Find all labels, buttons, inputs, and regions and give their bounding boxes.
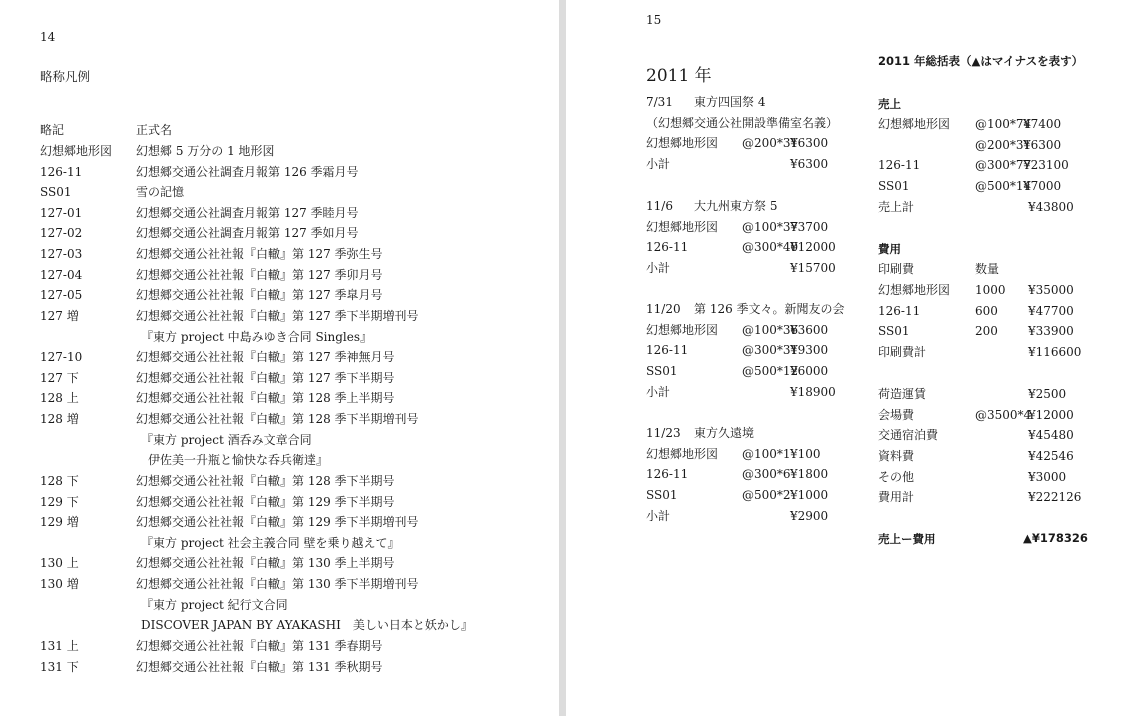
item-amount: ¥3700 (790, 220, 829, 234)
event-name: 東方四国祭 4 (694, 95, 766, 109)
item-qty: @500*2 (742, 488, 791, 502)
abbr-fullname: 『東方 project 酒呑み文章合同 (141, 433, 312, 447)
subtotal-label: 小計 (646, 509, 671, 523)
abbr-code: 131 下 (40, 660, 79, 674)
item-qty: @500*12 (742, 364, 799, 378)
page-gutter (559, 0, 566, 716)
net-label: 売上ー費用 (878, 532, 936, 546)
print-item-label: 幻想郷地形図 (878, 283, 951, 297)
print-cost-label: 印刷費 (878, 262, 915, 276)
sales-heading: 売上 (878, 97, 901, 111)
sales-total-label: 売上計 (878, 200, 915, 214)
sales-item-amount: ¥23100 (1023, 158, 1069, 172)
page-number: 15 (646, 13, 662, 27)
print-item-qty: 200 (975, 324, 998, 338)
abbr-code: 130 上 (40, 556, 79, 570)
column-header-full: 正式名 (136, 123, 173, 137)
abbr-fullname: 幻想郷交通公社社報『白轍』第 129 季下半期増刊号 (136, 515, 419, 529)
print-item-amount: ¥47700 (1028, 304, 1074, 318)
cost-item-amount: ¥3000 (1028, 470, 1067, 484)
print-total-amount: ¥116600 (1028, 345, 1082, 359)
abbr-fullname: 幻想郷交通公社調査月報第 127 季如月号 (136, 226, 359, 240)
sales-item-amount: ¥7400 (1023, 117, 1062, 131)
abbr-fullname: 幻想郷交通公社調査月報第 126 季霜月号 (136, 165, 359, 179)
costs-heading: 費用 (878, 242, 901, 256)
item-label: 126-11 (646, 240, 689, 254)
sales-item-qty: @500*14 (975, 179, 1032, 193)
print-item-label: 126-11 (878, 304, 921, 318)
cost-item-label: 資料費 (878, 449, 915, 463)
subtotal-amount: ¥15700 (790, 261, 836, 275)
item-amount: ¥1000 (790, 488, 829, 502)
abbr-code: 127-05 (40, 288, 83, 302)
subtotal-amount: ¥2900 (790, 509, 829, 523)
item-qty: @200*31 (742, 136, 799, 150)
item-label: 幻想郷地形図 (646, 447, 719, 461)
print-total-label: 印刷費計 (878, 345, 927, 359)
cost-item-amount: ¥2500 (1028, 387, 1067, 401)
cost-item-amount: ¥12000 (1028, 408, 1074, 422)
event-name: 大九州東方祭 5 (694, 199, 778, 213)
abbr-fullname: 幻想郷交通公社社報『白轍』第 127 季弥生号 (136, 247, 383, 261)
cost-item-amount: ¥42546 (1028, 449, 1074, 463)
abbr-fullname: 伊佐美一升瓶と愉快な呑兵衛達』 (148, 453, 329, 467)
abbr-code: 127 増 (40, 309, 79, 323)
item-label: 幻想郷地形図 (646, 323, 719, 337)
abbr-fullname: 幻想郷交通公社社報『白轍』第 127 季下半期増刊号 (136, 309, 419, 323)
abbr-code: 127-02 (40, 226, 83, 240)
left-page (0, 0, 559, 716)
event-date: 11/20 (646, 302, 681, 316)
sales-total-amount: ¥43800 (1028, 200, 1074, 214)
abbr-code: 128 下 (40, 474, 79, 488)
item-label: SS01 (646, 488, 678, 502)
sales-item-amount: ¥6300 (1023, 138, 1062, 152)
sales-item-qty: @300*77 (975, 158, 1032, 172)
abbr-fullname: 幻想郷交通公社社報『白轍』第 130 季下半期増刊号 (136, 577, 419, 591)
abbr-code: 129 増 (40, 515, 79, 529)
print-qty-header: 数量 (975, 262, 1000, 276)
section-heading: 略称凡例 (40, 69, 91, 84)
net-value: ▲¥178326 (1023, 531, 1088, 545)
column-header-abbr: 略記 (40, 123, 65, 137)
year-heading: 2011 年 (646, 66, 712, 86)
print-item-amount: ¥33900 (1028, 324, 1074, 338)
abbr-fullname: DISCOVER JAPAN BY AYAKASHI 美しい日本と妖かし』 (141, 618, 473, 632)
abbr-fullname: 雪の記憶 (136, 185, 185, 199)
cost-total-amount: ¥222126 (1028, 490, 1082, 504)
abbr-code: 幻想郷地形図 (40, 144, 113, 158)
item-qty: @100*1 (742, 447, 791, 461)
event-date: 11/23 (646, 426, 681, 440)
item-qty: @300*31 (742, 343, 799, 357)
sales-item-label: SS01 (878, 179, 910, 193)
abbr-fullname: 『東方 project 紀行文合同 (141, 598, 288, 612)
abbr-fullname: 幻想郷交通公社社報『白轍』第 127 季卯月号 (136, 268, 383, 282)
item-qty: @300*6 (742, 467, 791, 481)
abbr-code: 130 増 (40, 577, 79, 591)
abbr-fullname: 幻想郷交通公社調査月報第 127 季睦月号 (136, 206, 359, 220)
item-amount: ¥6000 (790, 364, 829, 378)
item-label: 幻想郷地形図 (646, 220, 719, 234)
item-amount: ¥9300 (790, 343, 829, 357)
event-note: （幻想郷交通公社開設準備室名義） (646, 115, 839, 130)
event-name: 第 126 季文々。新聞友の会 (694, 302, 845, 316)
abbr-code: 126-11 (40, 165, 83, 179)
abbr-fullname: 幻想郷交通公社社報『白轍』第 131 季秋期号 (136, 660, 383, 674)
sales-item-label: 126-11 (878, 158, 921, 172)
item-amount: ¥12000 (790, 240, 836, 254)
abbr-fullname: 幻想郷交通公社社報『白轍』第 130 季上半期号 (136, 556, 395, 570)
cost-item-label: 交通宿泊費 (878, 428, 939, 442)
print-item-amount: ¥35000 (1028, 283, 1074, 297)
summary-title: 2011 年総括表（▲はマイナスを表す） (878, 54, 1084, 68)
abbr-fullname: 幻想郷交通公社社報『白轍』第 128 季下半期号 (136, 474, 395, 488)
cost-item-label: その他 (878, 470, 915, 484)
item-qty: @100*36 (742, 323, 799, 337)
cost-item-amount: ¥45480 (1028, 428, 1074, 442)
print-item-label: SS01 (878, 324, 910, 338)
abbr-fullname: 幻想郷交通公社社報『白轍』第 127 季神無月号 (136, 350, 395, 364)
item-amount: ¥3600 (790, 323, 829, 337)
abbr-code: 127-04 (40, 268, 83, 282)
event-name: 東方久遠境 (694, 426, 755, 440)
abbr-fullname: 幻想郷交通公社社報『白轍』第 129 季下半期号 (136, 495, 395, 509)
subtotal-amount: ¥18900 (790, 385, 836, 399)
print-item-qty: 1000 (975, 283, 1006, 297)
abbr-code: 129 下 (40, 495, 79, 509)
abbr-code: 127-10 (40, 350, 83, 364)
abbr-code: 131 上 (40, 639, 79, 653)
cost-total-label: 費用計 (878, 490, 915, 504)
abbr-fullname: 幻想郷交通公社社報『白轍』第 127 季下半期号 (136, 371, 395, 385)
cost-item-qty: @3500*4 (975, 408, 1032, 422)
item-amount: ¥1800 (790, 467, 829, 481)
abbr-code: 127-03 (40, 247, 83, 261)
abbr-fullname: 幻想郷交通公社社報『白轍』第 127 季皐月号 (136, 288, 383, 302)
print-item-qty: 600 (975, 304, 998, 318)
abbr-fullname: 『東方 project 中島みゆき合同 Singles』 (141, 330, 373, 344)
item-label: SS01 (646, 364, 678, 378)
item-label: 126-11 (646, 467, 689, 481)
abbr-code: SS01 (40, 185, 72, 199)
abbr-code: 127-01 (40, 206, 83, 220)
abbr-fullname: 『東方 project 社会主義合同 壁を乗り越えて』 (141, 536, 400, 550)
abbr-code: 127 下 (40, 371, 79, 385)
sales-item-label: 幻想郷地形図 (878, 117, 951, 131)
abbr-fullname: 幻想郷交通公社社報『白轍』第 131 季春期号 (136, 639, 383, 653)
abbr-fullname: 幻想郷交通公社社報『白轍』第 128 季下半期増刊号 (136, 412, 419, 426)
abbr-code: 128 上 (40, 391, 79, 405)
subtotal-label: 小計 (646, 385, 671, 399)
sales-item-amount: ¥7000 (1023, 179, 1062, 193)
subtotal-amount: ¥6300 (790, 157, 829, 171)
item-qty: @300*40 (742, 240, 799, 254)
subtotal-label: 小計 (646, 157, 671, 171)
item-label: 幻想郷地形図 (646, 136, 719, 150)
item-amount: ¥100 (790, 447, 821, 461)
event-date: 11/6 (646, 199, 673, 213)
item-qty: @100*37 (742, 220, 799, 234)
event-date: 7/31 (646, 95, 673, 109)
cost-item-label: 会場費 (878, 408, 915, 422)
abbr-fullname: 幻想郷 5 万分の 1 地形図 (136, 144, 275, 158)
page-number: 14 (40, 30, 56, 44)
right-page (566, 0, 1145, 716)
abbr-code: 128 増 (40, 412, 79, 426)
sales-item-qty: @100*74 (975, 117, 1032, 131)
item-amount: ¥6300 (790, 136, 829, 150)
item-label: 126-11 (646, 343, 689, 357)
cost-item-label: 荷造運賃 (878, 387, 927, 401)
sales-item-qty: @200*31 (975, 138, 1032, 152)
abbr-fullname: 幻想郷交通公社社報『白轍』第 128 季上半期号 (136, 391, 395, 405)
subtotal-label: 小計 (646, 261, 671, 275)
